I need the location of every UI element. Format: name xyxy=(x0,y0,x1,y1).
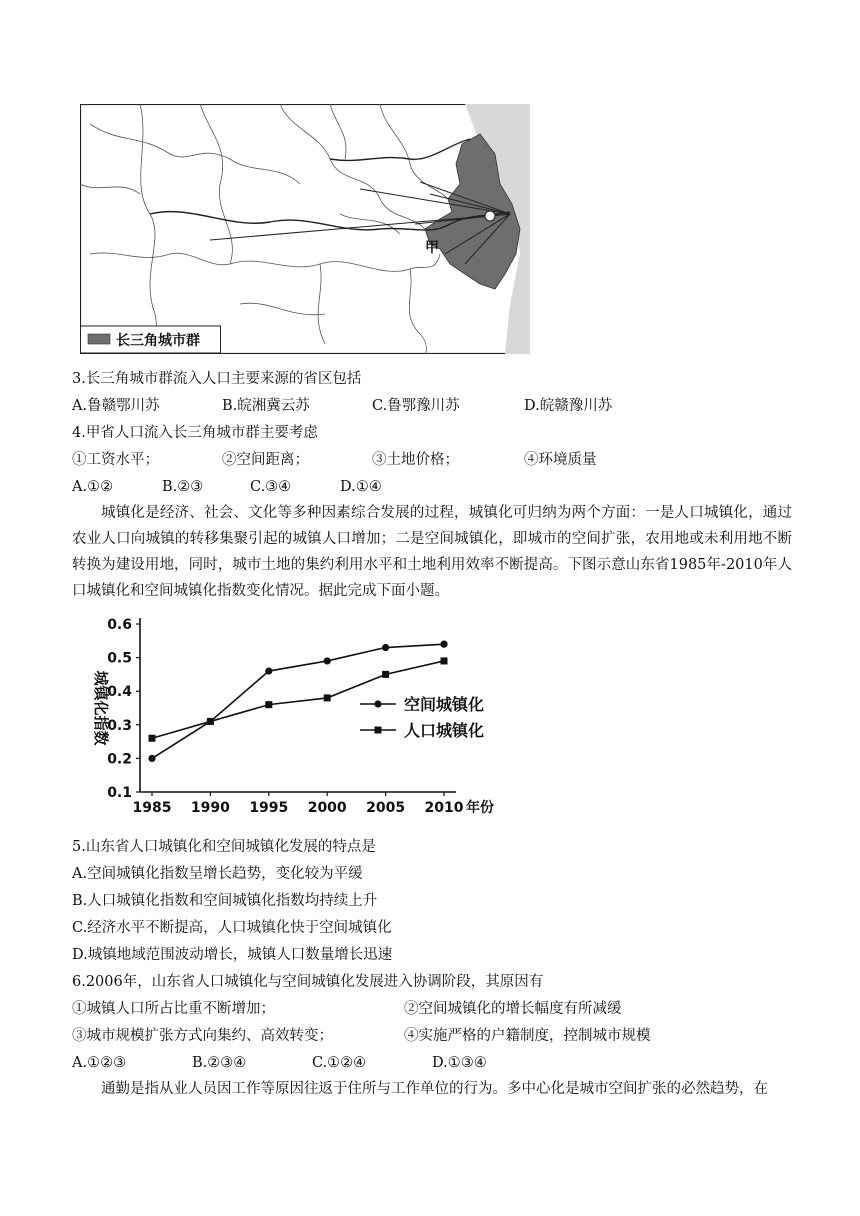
q4-option-b: B.②③ xyxy=(162,479,204,495)
x-unit-label: 年份 xyxy=(466,800,494,816)
q3-option-d: D.皖赣豫川苏 xyxy=(524,398,613,414)
q6-item-1: ①城镇人口所占比重不断增加； xyxy=(72,1001,275,1017)
x-tick-label: 2010 xyxy=(424,800,464,816)
series-2-point xyxy=(382,671,389,678)
q5-option-c: C.经济水平不断提高，人口城镇化快于空间城镇化 xyxy=(72,920,392,936)
q4-item-1: ①工资水平； xyxy=(72,452,159,468)
x-tick-label: 2005 xyxy=(366,800,406,816)
q6-stem: 6.2006年，山东省人口城镇化与空间城镇化发展进入协调阶段，其原因有 xyxy=(72,974,544,990)
province-label-jia: 甲 xyxy=(425,240,439,256)
q3-option-c: C.鲁鄂豫川苏 xyxy=(372,398,460,414)
y-tick-label: 0.2 xyxy=(107,751,132,768)
series-2-point xyxy=(207,718,214,725)
q6-item-3: ③城市规模扩张方式向集约、高效转变； xyxy=(72,1028,333,1044)
series-1-point xyxy=(382,644,389,651)
q6-option-a: A.①②③ xyxy=(72,1055,127,1071)
q3-stem: 3.长三角城市群流入人口主要来源的省区包括 xyxy=(72,371,362,387)
q6-option-d: D.①③④ xyxy=(432,1055,487,1071)
series-1-point xyxy=(148,755,155,762)
series-2-point xyxy=(441,657,448,664)
q6-option-c: C.①②④ xyxy=(312,1055,367,1071)
x-tick-label: 1990 xyxy=(190,800,230,816)
y-tick-label: 0.1 xyxy=(107,785,132,801)
q6-item-4: ④实施严格的户籍制度，控制城市规模 xyxy=(404,1028,651,1044)
legend-label-2: 人口城镇化 xyxy=(404,721,485,740)
y-tick-label: 0.5 xyxy=(107,650,132,667)
y-tick-label: 0.4 xyxy=(107,684,132,701)
series-2-point xyxy=(324,694,331,701)
q4-option-d: D.①④ xyxy=(340,479,382,495)
q4-stem: 4.甲省人口流入长三角城市群主要考虑 xyxy=(72,425,318,441)
legend-label: 长三角城市群 xyxy=(116,333,200,349)
series-1-point xyxy=(324,657,331,664)
series-1-point xyxy=(440,641,447,648)
legend-swatch xyxy=(88,334,110,344)
y-tick-label: 0.3 xyxy=(107,717,132,734)
legend-label-1: 空间城镇化 xyxy=(404,695,485,714)
y-tick-label: 0.6 xyxy=(107,617,132,633)
q6-item-2: ②空间城镇化的增长幅度有所减缓 xyxy=(404,1001,622,1017)
q5-stem: 5.山东省人口城镇化和空间城镇化发展的特点是 xyxy=(72,839,376,855)
q4-item-4: ④环境质量 xyxy=(524,452,597,468)
series-line-2 xyxy=(152,661,444,738)
q6-option-b: B.②③④ xyxy=(192,1055,247,1071)
q5-option-d: D.城镇地域范围波动增长，城镇人口数量增长迅速 xyxy=(72,947,393,963)
urbanization-line-chart xyxy=(78,612,518,827)
legend-marker-2 xyxy=(375,727,382,734)
passage-commuting: 通勤是指从业人员因工作等原因往返于住所与工作单位的行为。多中心化是城市空间扩张的必然趋势，在 xyxy=(101,1081,768,1097)
x-tick-label: 2000 xyxy=(307,800,347,816)
q5-option-b: B.人口城镇化指数和空间城镇化指数均持续上升 xyxy=(72,893,378,909)
x-tick-label: 1985 xyxy=(132,800,172,816)
x-tick-label: 1995 xyxy=(249,800,289,816)
legend-marker-1 xyxy=(374,700,381,707)
q4-item-3: ③土地价格； xyxy=(372,452,459,468)
q3-option-a: A.鲁赣鄂川苏 xyxy=(72,398,160,414)
q3-option-b: B.皖湘冀云苏 xyxy=(222,398,310,414)
q4-item-2: ②空间距离； xyxy=(222,452,309,468)
series-1-point xyxy=(265,667,272,674)
q5-option-a: A.空间城镇化指数呈增长趋势，变化较为平缓 xyxy=(72,866,363,882)
series-2-point xyxy=(265,701,272,708)
passage-urbanization: 城镇化是经济、社会、文化等多种因素综合发展的过程，城镇化可归纳为两个方面：一是人口城镇化，通过农业人口向城镇的转移集聚引起的城镇人口增加；二是空间城镇化，即城市的空间扩张，农用地或未利用地不断转换为建设用地，同时，城市土地的集约利用水平和土地利用效率不断提高。下图示意山东省1985年-2010年人口城镇化和空间城镇化指数变化情况。据此完成下面小题。 xyxy=(72,505,792,599)
y-axis-label: 城镇化指数 xyxy=(92,670,110,746)
q4-option-a: A.①② xyxy=(72,479,114,495)
yangtze-delta-map xyxy=(80,104,530,354)
q4-option-c: C.③④ xyxy=(250,479,292,495)
series-2-point xyxy=(149,735,156,742)
